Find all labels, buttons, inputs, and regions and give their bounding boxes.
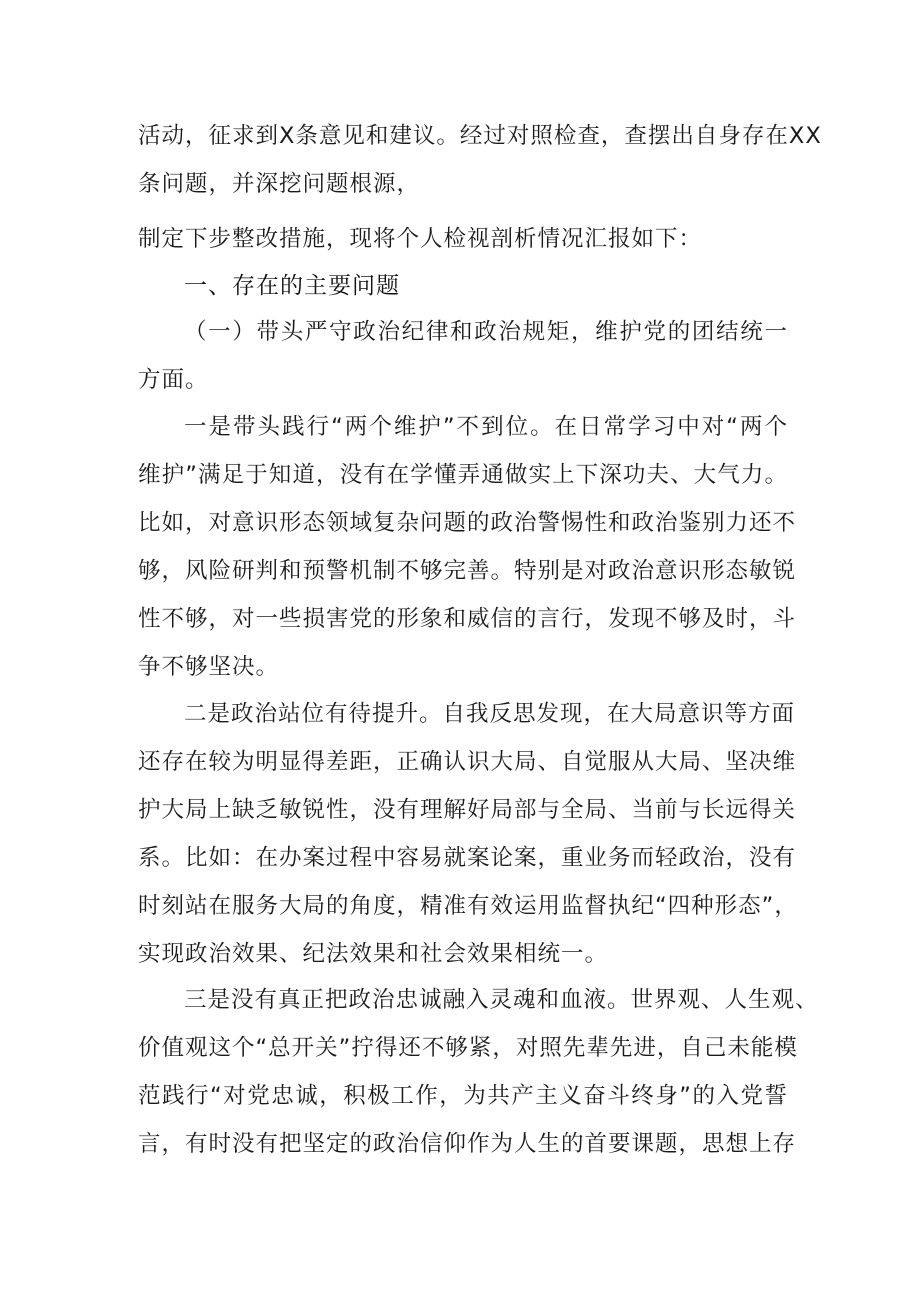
point-1-line: 够，风险研判和预警机制不够完善。特别是对政治意识形态敏锐 [138,558,797,584]
point-3-paragraph [138,976,819,1168]
subsection-paragraph [138,308,788,404]
point-1-line: 争不够坚决。 [138,654,280,680]
intro-line-1: 活动，征求到X条意见和建议。经过对照检查，查摆出自身存在XX [138,123,822,149]
point-2-line: 护大局上缺乏敏锐性，没有理解好局部与全局、当前与长远得关 [138,797,797,823]
point-2-line: 时刻站在服务大局的角度，精准有效运用监督执纪“四种形态”， [138,893,798,919]
point-1-line: 比如，对意识形态领域复杂问题的政治警惕性和政治鉴别力还不 [138,510,797,536]
point-1-line: 一是带头践行“两个维护”不到位。在日常学习中对“两个 [184,414,788,440]
point-2-line: 还存在较为明显得差距，正确认识大局、自觉服从大局、坚决维 [138,749,797,775]
point-3-line: 价值观这个“总开关”拧得还不够紧，对照先辈先进，自己未能模 [138,1035,798,1061]
point-3-line: 言，有时没有把坚定的政治信仰作为人生的首要课题，思想上存 [138,1131,797,1157]
intro-line-2: 条问题，并深挖问题根源， [138,171,421,197]
section-heading: 一、存在的主要问题 [184,273,400,299]
subsection-line-1: （一）带头严守政治纪律和政治规矩，维护党的团结统一 [184,319,788,345]
point-2-paragraph [138,690,798,978]
intro-paragraph [138,112,822,208]
point-1-paragraph [138,403,797,691]
point-2-line: 二是政治站位有待提升。自我反思发现，在大局意识等方面 [184,701,796,727]
subsection-line-2: 方面。 [138,367,209,393]
point-2-line: 实现政治效果、纪法效果和社会效果相统一。 [138,941,609,967]
point-3-line: 范践行“对党忠诚，积极工作，为共产主义奋斗终身”的入党誓 [138,1083,788,1109]
point-1-line: 性不够，对一些损害党的形象和威信的言行，发现不够及时，斗 [138,606,797,632]
point-2-line: 系。比如：在办案过程中容易就案论案，重业务而轻政治，没有 [138,845,797,871]
intro-line-3: 制定下步整改措施，现将个人检视剖析情况汇报如下： [138,226,703,252]
point-1-line: 维护”满足于知道，没有在学懂弄通做实上下深功夫、大气力。 [138,462,788,488]
intro-continuation [138,215,788,263]
point-3-line: 三是没有真正把政治忠诚融入灵魂和血液。世界观、人生观、 [184,987,819,1013]
